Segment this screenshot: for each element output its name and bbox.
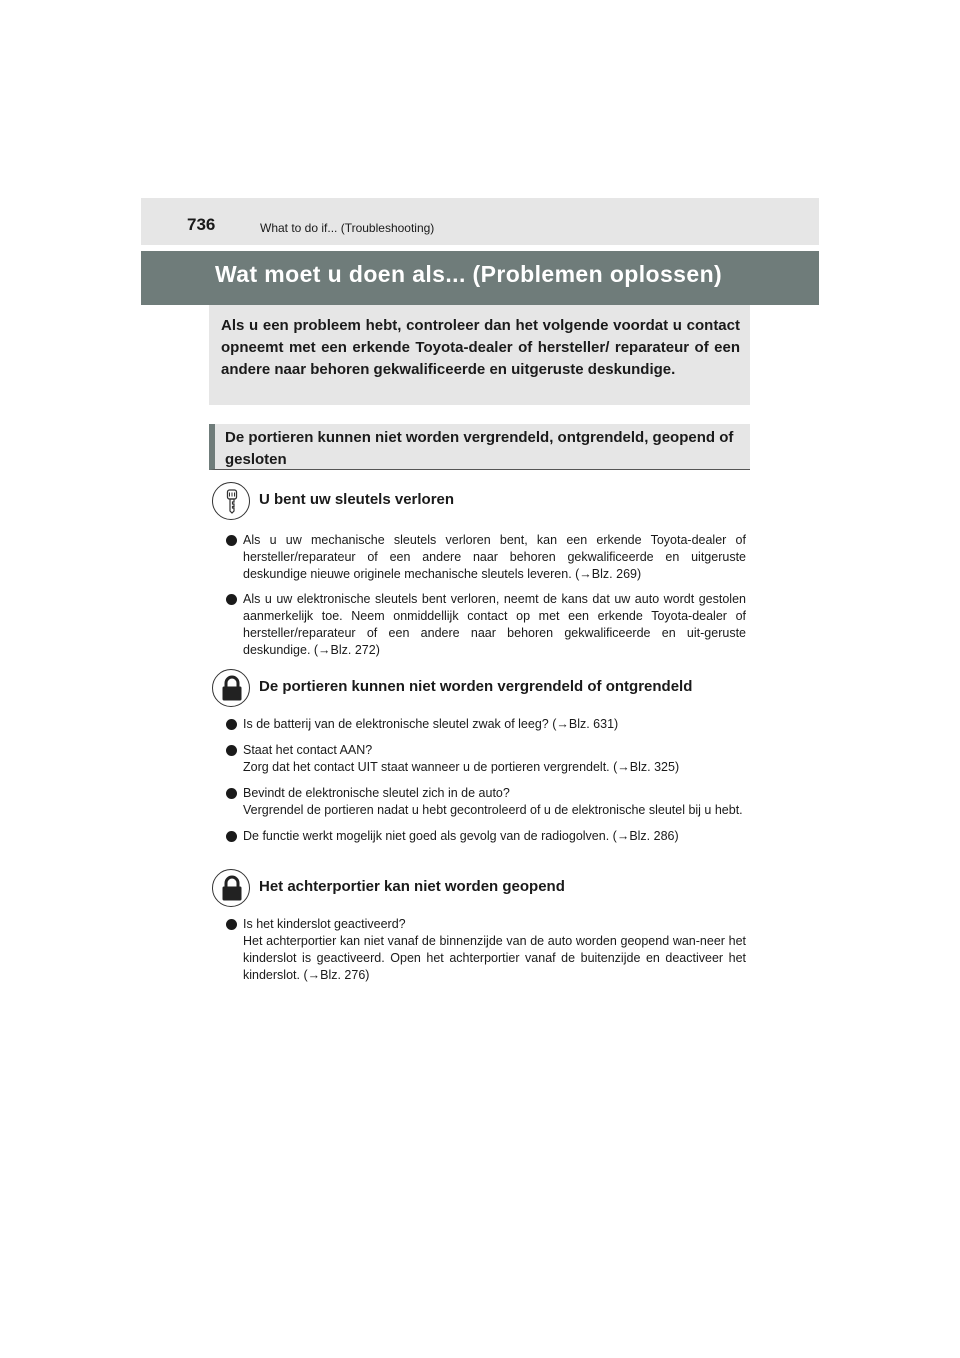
list-item [226, 828, 746, 845]
bullet-marker [226, 831, 237, 842]
bullet-marker [226, 745, 237, 756]
list-item-text: Als u uw elektronische sleutels bent verloren, neemt de kans dat uw auto wordt gestolen aanmerkelijk toe. Neem onmiddellijk contact op met een erkende Toyota-dealer of hersteller/reparateur of een andere naar behoren gekwalificeerde en uit-geruste deskundige. (→Blz. 272) [243, 592, 746, 657]
intro-text: Als u een probleem hebt, controleer dan het volgende voordat u contact opneemt met een erkende Toyota-dealer of hersteller/ reparateur of een andere naar behoren gekwalificeerde en uitgeruste deskundige. [221, 317, 740, 378]
subsection-title: De portieren kunnen niet worden vergrendeld of ontgrendeld [259, 678, 693, 695]
list-item [226, 716, 746, 733]
bullet-marker [226, 788, 237, 799]
list-item-text: De functie werkt mogelijk niet goed als gevolg van de radiogolven. (→Blz. 286) [243, 829, 679, 843]
page-number: 736 [187, 215, 216, 234]
key-icon [212, 482, 250, 520]
list-item [226, 591, 746, 659]
bullet-list-rear-door [226, 916, 746, 984]
section-title: De portieren kunnen niet worden vergrendeld, ontgrendeld, geopend of gesloten [225, 429, 734, 468]
list-item-text: Als u uw mechanische sleutels verloren bent, kan een erkende Toyota-dealer of hersteller/reparateur of een andere naar behoren gekwalificeerde en uitgeruste deskundige nieuwe originele mechanische sleutels leveren. (→Blz. 269) [243, 533, 746, 581]
page-header [141, 198, 819, 245]
running-title: What to do if... (Troubleshooting) [260, 221, 435, 235]
subsection-title: Het achterportier kan niet worden geopend [259, 878, 565, 895]
chapter-banner [141, 251, 819, 305]
bullet-marker [226, 719, 237, 730]
lock-icon [212, 869, 250, 907]
list-item [226, 785, 746, 819]
subsection-title: U bent uw sleutels verloren [259, 491, 455, 508]
bullet-marker [226, 919, 237, 930]
list-item [226, 916, 746, 984]
list-item [226, 742, 746, 776]
bullet-marker [226, 535, 237, 546]
list-item [226, 532, 746, 583]
list-item-text: Staat het contact AAN? Zorg dat het contact UIT staat wanneer u de portieren vergrendelt. (→Blz. 325) [243, 743, 680, 774]
list-item-text: Bevindt de elektronische sleutel zich in de auto? Vergrendel de portieren nadat u hebt gecontroleerd of u de elektronische sleutel bij u hebt. [243, 786, 743, 817]
list-item-text: Is het kinderslot geactiveerd? Het achterportier kan niet vanaf de binnenzijde van de auto worden geopend wan-neer het kinderslot is geactiveerd. Open het achterportier vanaf de buitenzijde en deactiveer het kinderslot. (→Blz. 276) [243, 917, 746, 982]
bullet-list-lost-keys [226, 532, 746, 659]
section-heading [209, 424, 750, 470]
bullet-marker [226, 594, 237, 605]
bullet-list-lock-unlock [226, 716, 746, 845]
intro-box [209, 305, 750, 405]
list-item-text: Is de batterij van de elektronische sleutel zwak of leeg? (→Blz. 631) [243, 717, 619, 731]
lock-icon [212, 669, 250, 707]
chapter-title: Wat moet u doen als... (Problemen oplossen) [215, 261, 723, 287]
